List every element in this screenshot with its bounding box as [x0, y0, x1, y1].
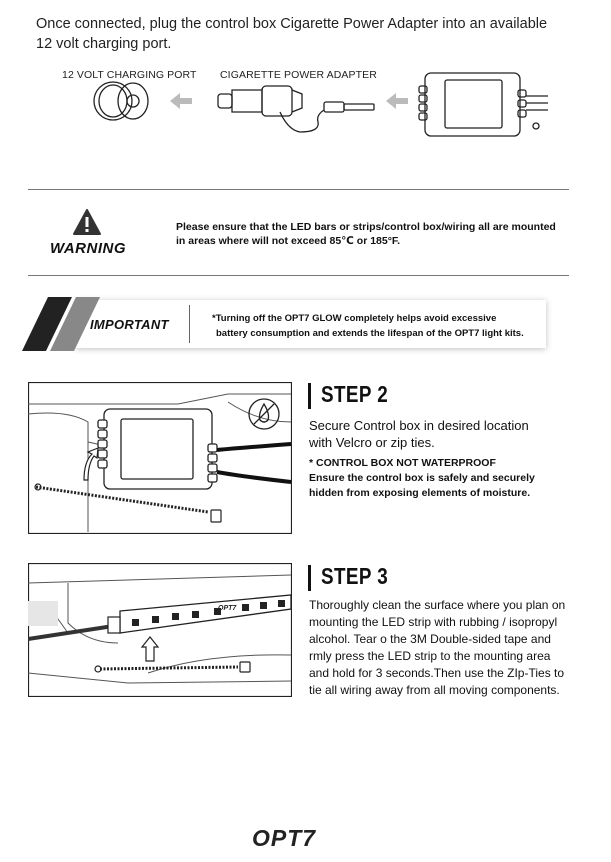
- intro-text: [36, 14, 576, 54]
- warning-label: WARNING: [50, 240, 126, 257]
- opt7-logo: OPT7: [252, 825, 317, 851]
- step2-bar: [308, 383, 311, 409]
- divider-top: [28, 189, 569, 190]
- intro-line-1: Once connected, plug the control box Cigarette Power Adapter into an available: [36, 16, 548, 32]
- step3-bar: [308, 565, 311, 591]
- step2-line-2: with Velcro or zip ties.: [309, 435, 435, 450]
- step2-line-1: Secure Control box in desired location: [309, 418, 529, 433]
- control-box-icon: [419, 73, 548, 136]
- important-divider: [189, 305, 190, 343]
- divider-bottom: [28, 275, 569, 276]
- intro-line-2: 12 volt charging port.: [36, 36, 172, 52]
- step3-title: STEP 3: [321, 563, 389, 589]
- step3-illustration: [28, 563, 292, 697]
- step3-line-6: tie all wiring away from all moving components.: [309, 683, 560, 697]
- warning-text: [176, 220, 576, 248]
- connection-diagram: [0, 60, 611, 170]
- step2-note-1: * CONTROL BOX NOT WATERPROOF: [309, 457, 496, 469]
- step3-line-2: mounting the LED strip with rubbing / isopropyl: [309, 615, 558, 629]
- warning-icon: [72, 208, 102, 236]
- step2-note: [309, 456, 535, 501]
- step2-note-2: Ensure the control box is safely and securely: [309, 472, 535, 484]
- step3-line-4: rmly press the LED strip to the mounting area: [309, 649, 551, 663]
- arrow-left-icon: [170, 93, 192, 109]
- strip-logo: OPT7: [218, 605, 237, 612]
- step3-line-3: alcohol. Tear o the 3M Double-sided tape and: [309, 632, 551, 646]
- step3-line-1: Thoroughly clean the surface where you plan on: [309, 598, 566, 612]
- warning-line-2: in areas where will not exceed 85℃ or 185°F.: [176, 235, 401, 247]
- step2-note-3: hidden from exposing elements of moisture.: [309, 487, 531, 499]
- step3-line-5: and hold for 3 seconds.Then use the ZIp-Ties to: [309, 666, 565, 680]
- arrow-left-icon-2: [386, 93, 408, 109]
- important-text: [212, 311, 542, 341]
- step2-illustration: [28, 382, 292, 534]
- control-box-icon-step2: [98, 409, 217, 489]
- warning-line-1: Please ensure that the LED bars or strips/control box/wiring all are mounted: [176, 221, 556, 233]
- charging-port-icon: [94, 82, 148, 120]
- step3-description: [309, 597, 565, 699]
- important-line-2: battery consumption and extends the lifespan of the OPT7 light kits.: [216, 328, 524, 339]
- step2-description: [309, 417, 529, 451]
- cigarette-adapter-icon: [218, 86, 374, 132]
- important-line-1: *Turning off the OPT7 GLOW completely helps avoid excessive: [212, 313, 497, 324]
- important-label: IMPORTANT: [90, 317, 169, 332]
- port-label: 12 VOLT CHARGING PORT: [62, 69, 197, 81]
- step2-title: STEP 2: [321, 381, 389, 407]
- adapter-label: CIGARETTE POWER ADAPTER: [220, 69, 377, 81]
